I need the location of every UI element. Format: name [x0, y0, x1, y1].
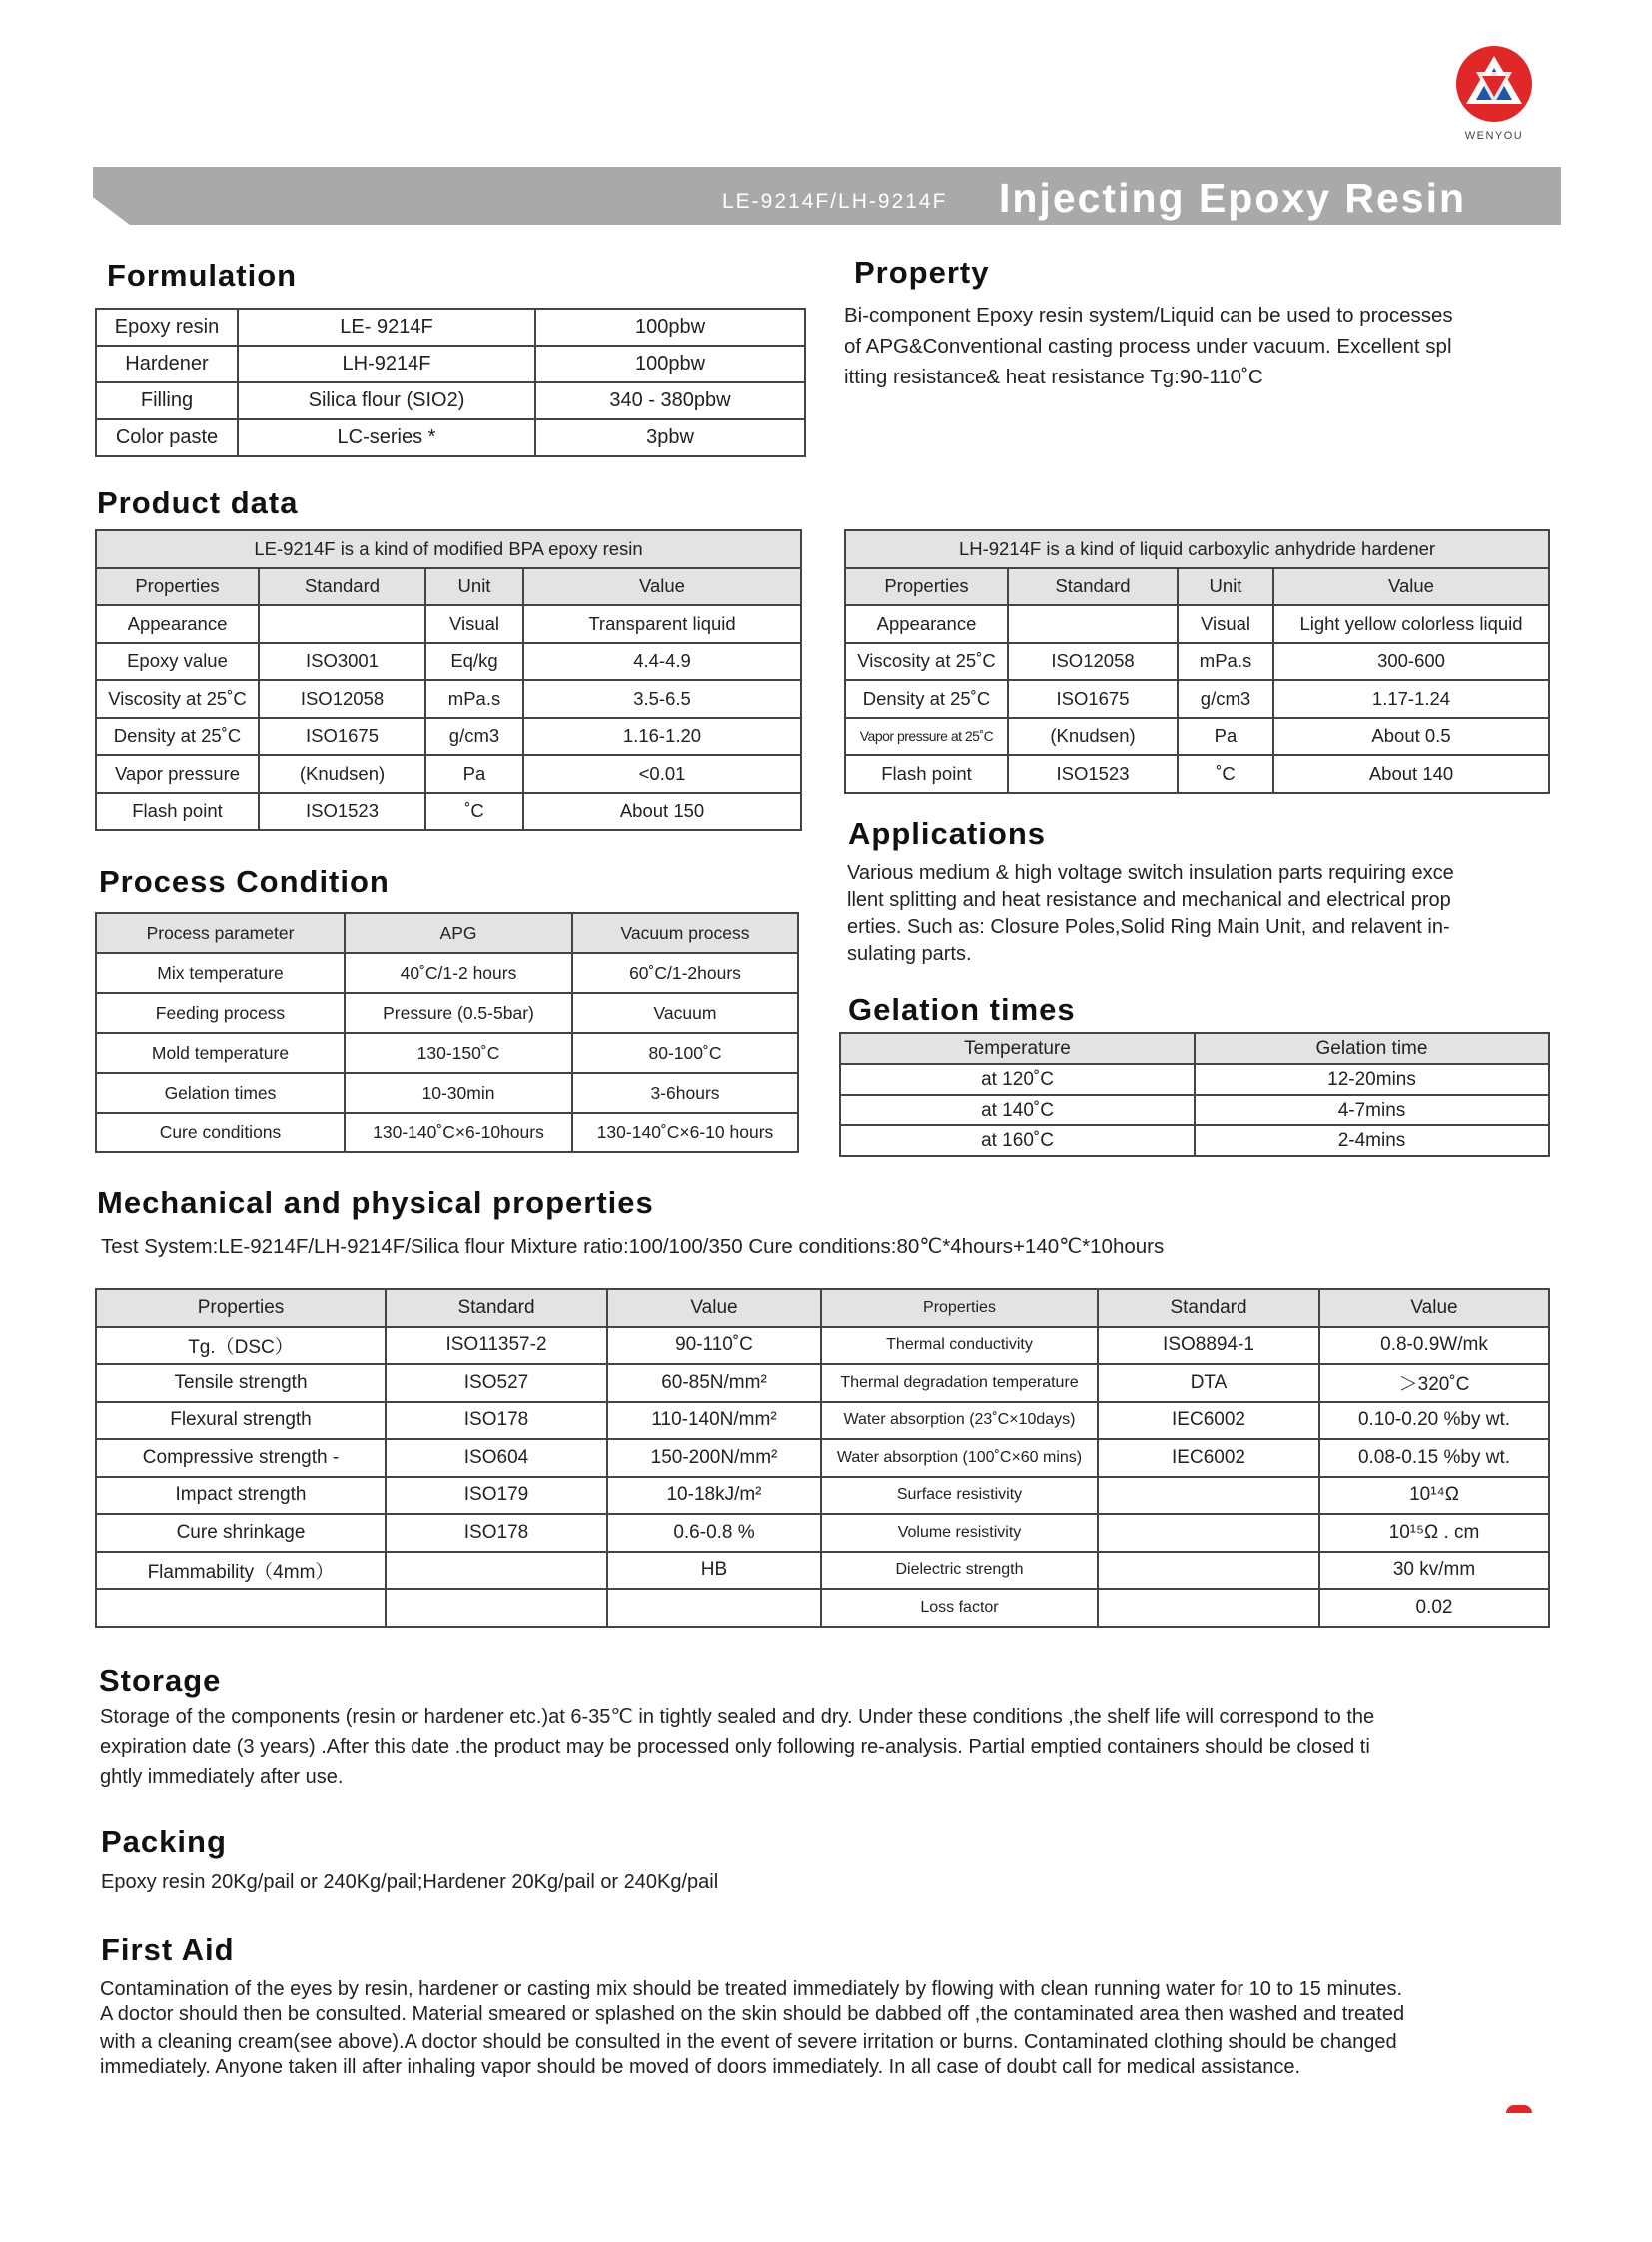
text-line: ghtly immediately after use. [100, 1766, 344, 1788]
table-cell: Surface resistivity [821, 1477, 1098, 1515]
table-cell: Vacuum [572, 993, 798, 1033]
table-cell: Light yellow colorless liquid [1273, 605, 1549, 643]
table-header-row [96, 568, 801, 606]
table-cell: LE- 9214F [238, 309, 535, 346]
table-cell: ISO8894-1 [1098, 1327, 1319, 1365]
table-cell [1098, 1552, 1319, 1590]
column-header: Properties [821, 1289, 1098, 1327]
table-cell: 3.5-6.5 [523, 680, 801, 718]
table-row [96, 1364, 1549, 1402]
text-line: itting resistance& heat resistance Tg:90-110˚C [844, 366, 1263, 388]
table-row [845, 643, 1549, 681]
table-cell: 0.08-0.15 %by wt. [1319, 1439, 1549, 1477]
table-row [96, 1113, 798, 1152]
applications-heading: Applications [848, 816, 1047, 851]
table-cell: ISO12058 [259, 680, 425, 718]
table-cell: ISO179 [386, 1477, 607, 1515]
column-header: Process parameter [96, 913, 345, 953]
column-header: APG [345, 913, 572, 953]
text-line: llent splitting and heat resistance and mechanical and electrical prop [847, 889, 1451, 911]
table-cell: 10-30min [345, 1073, 572, 1113]
table-cell: 10-18kJ/m² [607, 1477, 821, 1515]
table-cell: HB [607, 1552, 821, 1590]
table-cell: 60˚C/1-2hours [572, 953, 798, 993]
table-cell: Visual [1178, 605, 1273, 643]
table-cell: 100pbw [535, 309, 805, 346]
column-header: Value [1319, 1289, 1549, 1327]
gelation-times-table [839, 1032, 1550, 1157]
table-cell: Thermal degradation temperature [821, 1364, 1098, 1402]
table-cell: IEC6002 [1098, 1439, 1319, 1477]
table-cell: Water absorption (23˚C×10days) [821, 1402, 1098, 1440]
table-cell: Pa [1178, 718, 1273, 756]
table-header-row [96, 913, 798, 953]
table-row [96, 1327, 1549, 1365]
table-header-row [96, 1289, 1549, 1327]
table-cell: 30 kv/mm [1319, 1552, 1549, 1590]
table-cell: 340 - 380pbw [535, 382, 805, 419]
table-row [96, 346, 805, 382]
table-cell: ISO604 [386, 1439, 607, 1477]
table-row [96, 605, 801, 643]
table-cell: 300-600 [1273, 643, 1549, 681]
table-cell: 110-140N/mm² [607, 1402, 821, 1440]
text-line: Various medium & high voltage switch insulation parts requiring exce [847, 862, 1454, 884]
table-cell: Epoxy resin [96, 309, 238, 346]
table-cell: Tg.（DSC） [96, 1327, 386, 1365]
table-cell: Filling [96, 382, 238, 419]
table-cell: ISO12058 [1008, 643, 1178, 681]
table-cell: ISO527 [386, 1364, 607, 1402]
table-row [96, 1033, 798, 1073]
table-cell: ˚C [1178, 755, 1273, 793]
table-cell: Dielectric strength [821, 1552, 1098, 1590]
table-row [96, 382, 805, 419]
text-line: expiration date (3 years) .After this date .the product may be processed only following re-analysis. Partial emptied containers should be closed ti [100, 1736, 1370, 1758]
gelation-times-heading: Gelation times [848, 992, 1076, 1027]
text-line: A doctor should then be consulted. Material smeared or splashed on the skin should be dabbed off ,the contaminated area then washed and treated [100, 2003, 1405, 2025]
logo-emblem-icon [1454, 42, 1534, 126]
table-cell: 10¹⁴Ω [1319, 1477, 1549, 1515]
table-cell: 130-140˚C×6-10 hours [572, 1113, 798, 1152]
table-cell [1098, 1589, 1319, 1627]
table-cell: 4.4-4.9 [523, 643, 801, 681]
table-cell: 80-100˚C [572, 1033, 798, 1073]
table-row [96, 793, 801, 831]
resin-properties-table [95, 529, 802, 831]
test-system-text: Test System:LE-9214F/LH-9214F/Silica flour Mixture ratio:100/100/350 Cure conditions:80℃*4hours+140℃*10hours [101, 1235, 1165, 1258]
text-line: with a cleaning cream(see above).A doctor should be consulted in the event of severe irritation or burns. Contaminated clothing should be changed [100, 2031, 1397, 2053]
table-cell: DTA [1098, 1364, 1319, 1402]
table-row [840, 1125, 1549, 1156]
text-line: Contamination of the eyes by resin, hardener or casting mix should be treated immediately by flowing with clean running water for 10 to 15 minutes. [100, 1978, 1403, 2000]
table-cell [96, 1589, 386, 1627]
table-row [845, 755, 1549, 793]
table-header-row [845, 568, 1549, 606]
table-cell [386, 1552, 607, 1590]
table-cell: mPa.s [425, 680, 523, 718]
column-header: Standard [1008, 568, 1178, 606]
table-cell: Silica flour (SIO2) [238, 382, 535, 419]
table-cell: g/cm3 [425, 718, 523, 756]
table-cell: IEC6002 [1098, 1402, 1319, 1440]
table-cell: (Knudsen) [259, 755, 425, 793]
packing-text: Epoxy resin 20Kg/pail or 240Kg/pail;Hardener 20Kg/pail or 240Kg/pail [101, 1871, 719, 1893]
table-cell: LC-series * [238, 419, 535, 456]
table-cell [259, 605, 425, 643]
table-cell: 0.8-0.9W/mk [1319, 1327, 1549, 1365]
table-caption-row [845, 530, 1549, 568]
table-cell: Thermal conductivity [821, 1327, 1098, 1365]
storage-text [100, 1702, 1374, 1792]
first-aid-text [100, 1977, 1404, 2080]
table-cell: 40˚C/1-2 hours [345, 953, 572, 993]
text-line: immediately. Anyone taken ill after inhaling vapor should be moved of doors immediately. In all case of doubt call for medical assistance. [100, 2056, 1301, 2078]
table-cell: 3pbw [535, 419, 805, 456]
table-cell: Epoxy value [96, 643, 259, 681]
table-cell: Flash point [845, 755, 1008, 793]
table-row [96, 718, 801, 756]
document-title: Injecting Epoxy Resin [999, 175, 1467, 221]
table-cell: 150-200N/mm² [607, 1439, 821, 1477]
column-header: Standard [1098, 1289, 1319, 1327]
text-line: Bi-component Epoxy resin system/Liquid can be used to processes [844, 304, 1453, 327]
table-cell: 1.17-1.24 [1273, 680, 1549, 718]
table-cell: 0.02 [1319, 1589, 1549, 1627]
table-cell: 0.6-0.8 % [607, 1514, 821, 1552]
table-cell: Density at 25˚C [96, 718, 259, 756]
table-cell: ISO11357-2 [386, 1327, 607, 1365]
table-cell: Cure conditions [96, 1113, 345, 1152]
table-row [96, 953, 798, 993]
column-header: Temperature [840, 1033, 1195, 1064]
table-row [96, 1439, 1549, 1477]
product-codes: LE-9214F/LH-9214F [722, 190, 948, 213]
hardener-table-caption: LH-9214F is a kind of liquid carboxylic anhydride hardener [845, 530, 1549, 568]
column-header: Unit [425, 568, 523, 606]
table-cell: Density at 25˚C [845, 680, 1008, 718]
first-aid-heading: First Aid [101, 1932, 235, 1967]
column-header: Standard [259, 568, 425, 606]
mechanical-properties-heading: Mechanical and physical properties [97, 1185, 654, 1220]
table-cell: 12-20mins [1195, 1064, 1549, 1095]
text-line: erties. Such as: Closure Poles,Solid Ring Main Unit, and relavent in- [847, 916, 1450, 938]
table-row [96, 1402, 1549, 1440]
table-cell: 10¹⁵Ω . cm [1319, 1514, 1549, 1552]
table-cell: 1.16-1.20 [523, 718, 801, 756]
table-cell: 90-110˚C [607, 1327, 821, 1365]
storage-heading: Storage [99, 1663, 222, 1698]
table-row [96, 419, 805, 456]
table-row [96, 1514, 1549, 1552]
table-cell [1098, 1477, 1319, 1515]
table-cell: Appearance [96, 605, 259, 643]
table-cell: Mix temperature [96, 953, 345, 993]
mechanical-properties-table [95, 1288, 1550, 1628]
table-cell [386, 1589, 607, 1627]
table-cell: Compressive strength - [96, 1439, 386, 1477]
column-header: Standard [386, 1289, 607, 1327]
text-line: Storage of the components (resin or hardener etc.)at 6-35℃ in tightly sealed and dry. Under these conditions ,the shelf life will correspond to the [100, 1706, 1375, 1728]
table-cell: Vapor pressure [96, 755, 259, 793]
column-header: Value [523, 568, 801, 606]
table-cell: 60-85N/mm² [607, 1364, 821, 1402]
table-cell: mPa.s [1178, 643, 1273, 681]
table-cell [1098, 1514, 1319, 1552]
table-row [96, 1073, 798, 1113]
company-logo [1450, 42, 1538, 144]
table-row [96, 1589, 1549, 1627]
table-cell: Impact strength [96, 1477, 386, 1515]
table-cell [1008, 605, 1178, 643]
table-cell: Color paste [96, 419, 238, 456]
column-header: Gelation time [1195, 1033, 1549, 1064]
table-cell: 100pbw [535, 346, 805, 382]
text-line: sulating parts. [847, 943, 972, 965]
table-row [96, 1552, 1549, 1590]
table-cell: Viscosity at 25˚C [845, 643, 1008, 681]
formulation-table [95, 308, 806, 457]
table-cell: Visual [425, 605, 523, 643]
column-header: Vacuum process [572, 913, 798, 953]
column-header: Unit [1178, 568, 1273, 606]
column-header: Value [607, 1289, 821, 1327]
table-row [840, 1064, 1549, 1095]
table-cell: ISO178 [386, 1402, 607, 1440]
table-row [845, 718, 1549, 756]
table-row [96, 1477, 1549, 1515]
table-row [96, 993, 798, 1033]
table-row [96, 309, 805, 346]
decorative-red-mark [1506, 2105, 1532, 2113]
table-cell: Viscosity at 25˚C [96, 680, 259, 718]
table-cell: Flexural strength [96, 1402, 386, 1440]
process-condition-table [95, 912, 799, 1153]
text-line: of APG&Conventional casting process under vacuum. Excellent spl [844, 335, 1452, 358]
table-cell: (Knudsen) [1008, 718, 1178, 756]
table-cell: at 140˚C [840, 1095, 1195, 1125]
table-row [96, 643, 801, 681]
table-cell: ISO1675 [259, 718, 425, 756]
table-cell: Tensile strength [96, 1364, 386, 1402]
property-text [844, 300, 1573, 392]
table-cell: ISO178 [386, 1514, 607, 1552]
formulation-heading: Formulation [107, 258, 298, 293]
applications-text [847, 860, 1556, 968]
table-cell: Loss factor [821, 1589, 1098, 1627]
table-cell: LH-9214F [238, 346, 535, 382]
table-cell: ＞320˚C [1319, 1364, 1549, 1402]
column-header: Value [1273, 568, 1549, 606]
table-cell: Feeding process [96, 993, 345, 1033]
table-cell: at 160˚C [840, 1125, 1195, 1156]
table-row [845, 680, 1549, 718]
logo-text: WENYOU [1464, 130, 1524, 142]
table-cell: ISO1523 [1008, 755, 1178, 793]
table-cell: Flammability（4mm） [96, 1552, 386, 1590]
table-cell: 2-4mins [1195, 1125, 1549, 1156]
column-header: Properties [96, 568, 259, 606]
table-cell: g/cm3 [1178, 680, 1273, 718]
table-cell: Cure shrinkage [96, 1514, 386, 1552]
table-cell: ISO3001 [259, 643, 425, 681]
table-cell [607, 1589, 821, 1627]
table-row [840, 1095, 1549, 1125]
table-cell: Flash point [96, 793, 259, 831]
table-cell: 4-7mins [1195, 1095, 1549, 1125]
hardener-properties-table [844, 529, 1550, 794]
table-cell: Eq/kg [425, 643, 523, 681]
table-cell: Gelation times [96, 1073, 345, 1113]
table-cell: About 150 [523, 793, 801, 831]
table-cell: About 0.5 [1273, 718, 1549, 756]
table-cell: Pressure (0.5-5bar) [345, 993, 572, 1033]
column-header: Properties [845, 568, 1008, 606]
table-cell: ISO1523 [259, 793, 425, 831]
table-cell: <0.01 [523, 755, 801, 793]
resin-table-caption: LE-9214F is a kind of modified BPA epoxy resin [96, 530, 801, 568]
table-caption-row [96, 530, 801, 568]
table-cell: Hardener [96, 346, 238, 382]
table-cell: at 120˚C [840, 1064, 1195, 1095]
table-row [96, 755, 801, 793]
table-cell: Pa [425, 755, 523, 793]
table-cell: Appearance [845, 605, 1008, 643]
table-cell: 0.10-0.20 %by wt. [1319, 1402, 1549, 1440]
packing-heading: Packing [101, 1824, 227, 1859]
property-heading: Property [854, 255, 990, 290]
product-data-heading: Product data [97, 485, 299, 520]
table-cell: Vapor pressure at 25˚C [845, 718, 1008, 756]
table-cell: 130-150˚C [345, 1033, 572, 1073]
table-row [845, 605, 1549, 643]
table-header-row [840, 1033, 1549, 1064]
table-cell: About 140 [1273, 755, 1549, 793]
table-cell: ISO1675 [1008, 680, 1178, 718]
table-cell: 3-6hours [572, 1073, 798, 1113]
table-cell: Water absorption (100˚C×60 mins) [821, 1439, 1098, 1477]
table-cell: Mold temperature [96, 1033, 345, 1073]
table-row [96, 680, 801, 718]
column-header: Properties [96, 1289, 386, 1327]
table-cell: Volume resistivity [821, 1514, 1098, 1552]
table-cell: 130-140˚C×6-10hours [345, 1113, 572, 1152]
process-condition-heading: Process Condition [99, 864, 390, 899]
table-cell: ˚C [425, 793, 523, 831]
table-cell: Transparent liquid [523, 605, 801, 643]
